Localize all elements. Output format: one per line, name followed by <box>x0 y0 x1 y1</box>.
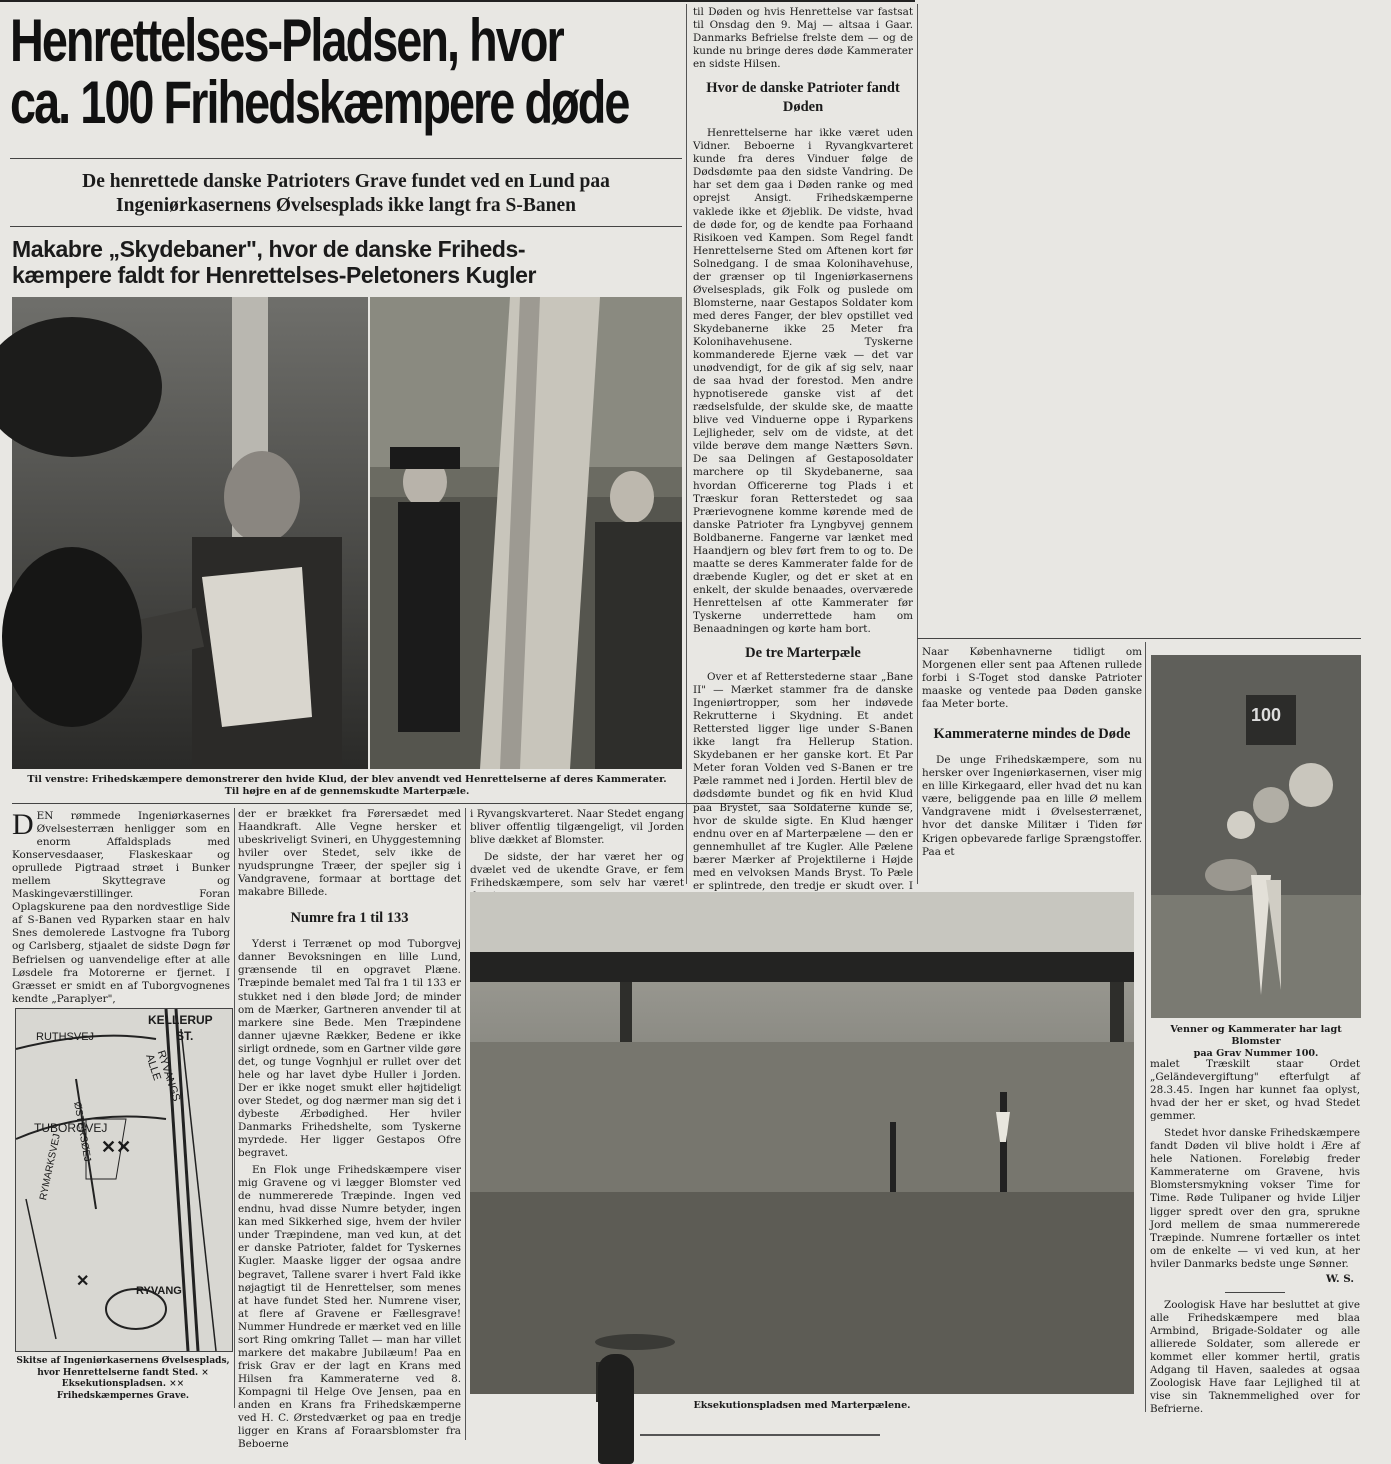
photo-top-caption <box>12 774 682 798</box>
column-b <box>238 808 461 1451</box>
photo-execution-site <box>470 892 1134 1394</box>
column-rule-2 <box>917 4 918 884</box>
paragraph: En Flok unge Frihedskæmpere viser mig Gravene og vi lægger Blomster ved de nummererede Træpinde. Ingen ved endnu, hvad disse Numre betyder, ingen kan med Sikkerhed sige, hvem der hviler under Træpindene, man ved kun, at det er danske Patrioter, faldet for Tyskernes Kugler. Maaske ligger der ogsaa andre begravet, Tallene svarer i hvert Fald ikke nøjagtigt til de Henrettelser, som menes at have fundet Sted her. Numrene viser, at flere af Gravene er Fællesgrave! Nummer Hundrede er mærket ved en lille sort Ring omkring Tallet — man har villet markere det makabre Jubilæum! Paa en frisk Grav er der lagt en Krans med Hilsen fra Kammeraterne ved 8. Kompagni til Helge Ove Jensen, paa en anden en Krans fra Frihedskæmperne ved H. C. Ørstedværket og paa en tredje ligger en Krans af Foraarsblomster fra Beboerne <box>238 1164 461 1451</box>
map-label-rymarksvej: RYMARKSVEJ <box>38 1132 63 1202</box>
top-rule <box>0 0 915 2</box>
paragraph: til Døden og hvis Henrettelse var fastsat til Onsdag den 9. Maj — altsaa i Gaar. Danmarks Befrielse frelste dem — og de kunde nu bringe deres døde Kammerater en sidste Hilsen. <box>693 6 913 71</box>
paragraph: EN rømmede Ingeniørkasernes Øvelsesterræn henligger som en enorm Affaldsplads med Konservesdaaser, Flaskeskaar og oprullede Pigtraad strøet i Bunker mellem Skyttegrave og Maskingeværstillinger. Foran Oplagskurene paa den nordvestlige Side af S-Banen ved Ryparken staar en halv Snes demolerede Lastvogne fra Tuborg og Carlsberg, stjaalet de sidste Døgn før Befrielsen og uanvendelige efter at alle Løsdele fra Motorerne er fjernet. I Græsset er smidt en af Tuborgvognenes kendte „Paraplyer", <box>12 810 230 1005</box>
paragraph: De unge Frihedskæmpere, som nu hersker over Ingeniørkasernen, viser mig en lille Kirkegaard, eller hvad det nu kan være, beliggende paa en lille Ø mellem Vandgravene midt i Øvelsesterrænet, hvor det danske Militær i Tiden før Krigen opbevarede farlige Sprængstoffer. Paa et <box>922 754 1142 858</box>
headline-rule <box>10 158 682 159</box>
column-far-right <box>922 646 1142 886</box>
column-rule-b <box>465 808 466 1440</box>
deck-2-line1: Makabre „Skydebaner", hvor de danske Friheds- <box>12 236 526 262</box>
headline <box>10 7 629 136</box>
map-grave-mark-icon: ✕✕ <box>101 1137 132 1158</box>
bottom-edge-rule <box>640 1434 880 1436</box>
deck-1-line1: De henrettede danske Patrioters Grave fundet ved en Lund paa <box>82 171 610 192</box>
map-sketch <box>15 1008 233 1352</box>
map-label-ruthsvej: RUTHSVEJ <box>36 1031 95 1043</box>
photo-grave-caption-line2: paa Grav Nummer 100. <box>1193 1048 1319 1059</box>
paragraph: Yderst i Terrænet op mod Tuborgvej danner Bevoksningen en lille Lund, grænsende til en opgravet Plæne. Træpinde bemalet med Tal fra 1 til 133 er stukket ned i den bløde Jord; de minder om de Mærker, Gartneren anvender til at markere sine Bede. Men Træpindene danner ujævne Rækker, Bedene er ikke sirligt ordnede, som en Gartner vilde gøre det, og tunge Vognhjul er rullet over det hele og har lavet dybe Huller i Jorden. Der er ikke noget smukt eller højtideligt over Stedet, og dog nærmer man sig det i dybeste Ærbødighed. Her hviler Danmarks Frihedshelte, som Tyskerne myrdede. Her ligger Gestapos Ofre begravet. <box>238 938 461 1160</box>
map-label-kellerup: KELLERUP <box>148 1013 213 1027</box>
headline-line2: ca. 100 Frihedskæmpere døde <box>10 69 629 136</box>
paragraph: i Ryvangskvarteret. Naar Stedet engang bliver offentlig tilgængeligt, vil Jorden blive dækket af Blomster. <box>470 808 684 847</box>
photo-freedom-fighters-image <box>12 297 368 769</box>
subhead-patrioter: Hvor de danske Patrioter fandt Døden <box>706 80 900 116</box>
photo-bottom-caption: Eksekutionspladsen med Marterpælene. <box>693 1400 911 1411</box>
paragraph: Stedet hvor danske Frihedskæmpere fandt Døden vil blive holdt i Ære af hele Nationen. Foreløbig freder Kammeraterne om Gravene, hvis Blomstersmykning vokser Time for Time. Røde Tulipaner og hvide Liljer ligger spredt over den gra, sprukne Jord mellem de smaa nummererede Træpinde. Numrene fortæller os intet om de enkelte — vi ved kun, at her hviler Danmarks bedste unge Sønner. <box>1150 1127 1360 1270</box>
paragraph: Zoologisk Have har besluttet at give alle Frihedskæmpere med blaa Armbind, Brigade-Soldater og alle allierede Soldater, som allerede er kommet eller kommer hertil, gratis Adgang til Haven, saaledes at ogsaa Zoologisk Have faar Lejlighed til at vise sin Taknemmelighed over for Befrierne. <box>1150 1298 1360 1416</box>
map-caption: Skitse af Ingeniørkasernens Øvelsesplads, hvor Henrettelserne fandt Sted. × Eksekutionspladsen. ×× Frihedskæmpernes Grave. <box>16 1356 230 1401</box>
paragraph: Henrettelserne har ikke været uden Vidner. Beboerne i Ryvangkvarteret kunde fra deres Vinduer følge de Dødsdømte paa den sidste Vandring. De har set dem gaa i Døden ranke og med oprejst Ansigt. Frihedskæmperne vaklede ikke et Øjeblik. De vidste, hvad de døde for, og de kendte paa Forhaand Risikoen ved Kampen. Som Regel fandt Henrettelserne Sted om Aftenen kort før Solnedgang. I de smaa Kolonihavehuse, der grænser op til Ingeniørkasernens Øvelsesplads, gik Folk og puslede om Blomsterne, naar Gestapos Soldater kom med deres Fanger, der blev opstillet ved Skydebanerne ikke 25 Meter fra Kolonihavehusene. Tyskerne kommanderede Ejerne væk — det var unødvendigt, for de gik af sig selv, naar de saa hvad der forestod. Men andre hypnotiserede ganske vist af det rædselsfulde, der skulde ske, de maatte blive ved Vinduerne oppe i Ryparkens Lejligheder, selv om de vidste, at det vilde berøve dem mange Nætters Søvn. De saa Delingen af Gestaposoldater marchere op til Skydebanerne, saa hvordan Officererne tog Plads i et Træskur foran Retterstedet og saa Prærievognene komme kørende med de danske Patrioter fra Lyngbyvej gennem Boldbanerne. Fangerne var lænket med Haandjern og blev ført frem to og to. De maatte se deres Kammerater falde for de dræbende Kugler, og det er sket at en enkelt, der skulde benaades, overværede Henrettelsen af otte Kammerater før Tyskerne underrettede ham om Benaadningen og kørte ham bort. <box>693 127 913 636</box>
column-a <box>12 810 230 1005</box>
column-grave-text <box>1150 1058 1360 1438</box>
map-label-st: ST. <box>176 1029 194 1043</box>
photo-top-caption-line2: Til højre en af de gennemskudte Marterpæle. <box>224 786 470 797</box>
deck-2-line2: kæmpere faldt for Henrettelses-Peletoners Kugler <box>12 262 537 288</box>
paragraph: Over et af Retterstederne staar „Bane II" — Mærket stammer fra de danske Ingeniørtropper, som her indøvede Rekrutterne i Skydning. Et andet Rettersted ligger lige under S-Banen ikke langt fra Hellerup Station. Skydebanen er her ganske kort. Et Par Meter foran Volden ved S-Banen er tre Pæle rammet ned i Jorden. Hertil blev de dødsdømte bundet og fik en hvid Klud paa Brystet, saa Soldaterne kunde se, hvor de skulde sigte. En Klud hænger endnu over en af Marterpælene — den er gennemhullet af tre Kugler. Alle Pælene bærer Mærker af Projektilerne i Højde med en velvoksen Mands Bryst. To Pæle er splintrede, den tredje er skudt over. I <box>693 671 913 892</box>
column-rule-1 <box>686 4 687 884</box>
paragraph: der er brækket fra Førersædet med Haandkraft. Alle Vegne hersker et ubeskriveligt Svineri, en Uhyggestemning hviler over Stedet, selv ikke de nyudsprungne Træer, der spejler sig i Vandgravene, formaar at borttage det makabre Billede. <box>238 808 461 899</box>
column-c <box>470 808 684 890</box>
deck-1-line2: Ingeniørkasernens Øvelsesplads ikke langt fra S-Banen <box>116 195 576 216</box>
drop-cap: D <box>12 808 34 841</box>
photo-execution-site-image <box>470 892 1134 1394</box>
deck-2 <box>12 236 684 288</box>
photo-top-caption-line1: Til venstre: Frihedskæmpere demonstrerer den hvide Klud, der blev anvendt ved Henrettelserne af deres Kammerater. <box>27 774 667 785</box>
column-rule-3 <box>1145 642 1146 1412</box>
map-label-ryvangs-alle: RYVANGS ALLE <box>143 1049 183 1103</box>
subhead-kammeraterne: Kammeraterne mindes de Døde <box>933 726 1131 743</box>
signature: W. S. <box>1325 1272 1354 1285</box>
deck-rule <box>10 226 682 227</box>
photo-freedom-fighters <box>12 297 368 769</box>
map-execution-mark-icon: ✕ <box>76 1271 90 1290</box>
headline-line1: Henrettelses-Pladsen, hvor <box>10 7 563 74</box>
map-label-tuborgvej: TUBORGVEJ <box>34 1121 108 1135</box>
subhead-numre: Numre fra 1 til 133 <box>290 910 409 927</box>
subhead-marterpaele: De tre Marterpæle <box>745 645 861 662</box>
photo-execution-post <box>370 297 682 769</box>
column-rule-a <box>234 808 235 1408</box>
photo-grave-caption <box>1151 1024 1361 1060</box>
map-label-ostersoe: ØSTERSØEJ <box>71 1101 93 1163</box>
photo-grave-100 <box>1151 655 1361 1018</box>
photo-grave-caption-line1: Venner og Kammerater har lagt Blomster <box>1170 1024 1342 1047</box>
right-section-rule <box>917 638 1361 639</box>
deck-1 <box>10 170 682 218</box>
map-label-ryvang: RYVANG <box>136 1285 182 1297</box>
paragraph: malet Træskilt staar Ordet „Geländevergiftung" efterfulgt af 28.3.45. Ingen har kunnet faa oplyst, hvad der her er sket, og hvad Stedet gemmer. <box>1150 1058 1360 1123</box>
column-right-top <box>693 6 913 892</box>
paragraph: De sidste, der har været her og dvælet ved de ukendte Grave, er fem Frihedskæmpere, som selv har været <box>470 851 684 890</box>
grave-number: 100 <box>1251 705 1282 725</box>
photo-execution-post-image <box>370 297 682 769</box>
short-rule <box>1225 1292 1285 1293</box>
paragraph: Naar Københavnerne tidligt om Morgenen eller sent paa Aftenen rullede forbi i S-Toget stod danske Patrioter maaske og ventede paa Døden ganske faa Meter borte. <box>922 646 1142 711</box>
